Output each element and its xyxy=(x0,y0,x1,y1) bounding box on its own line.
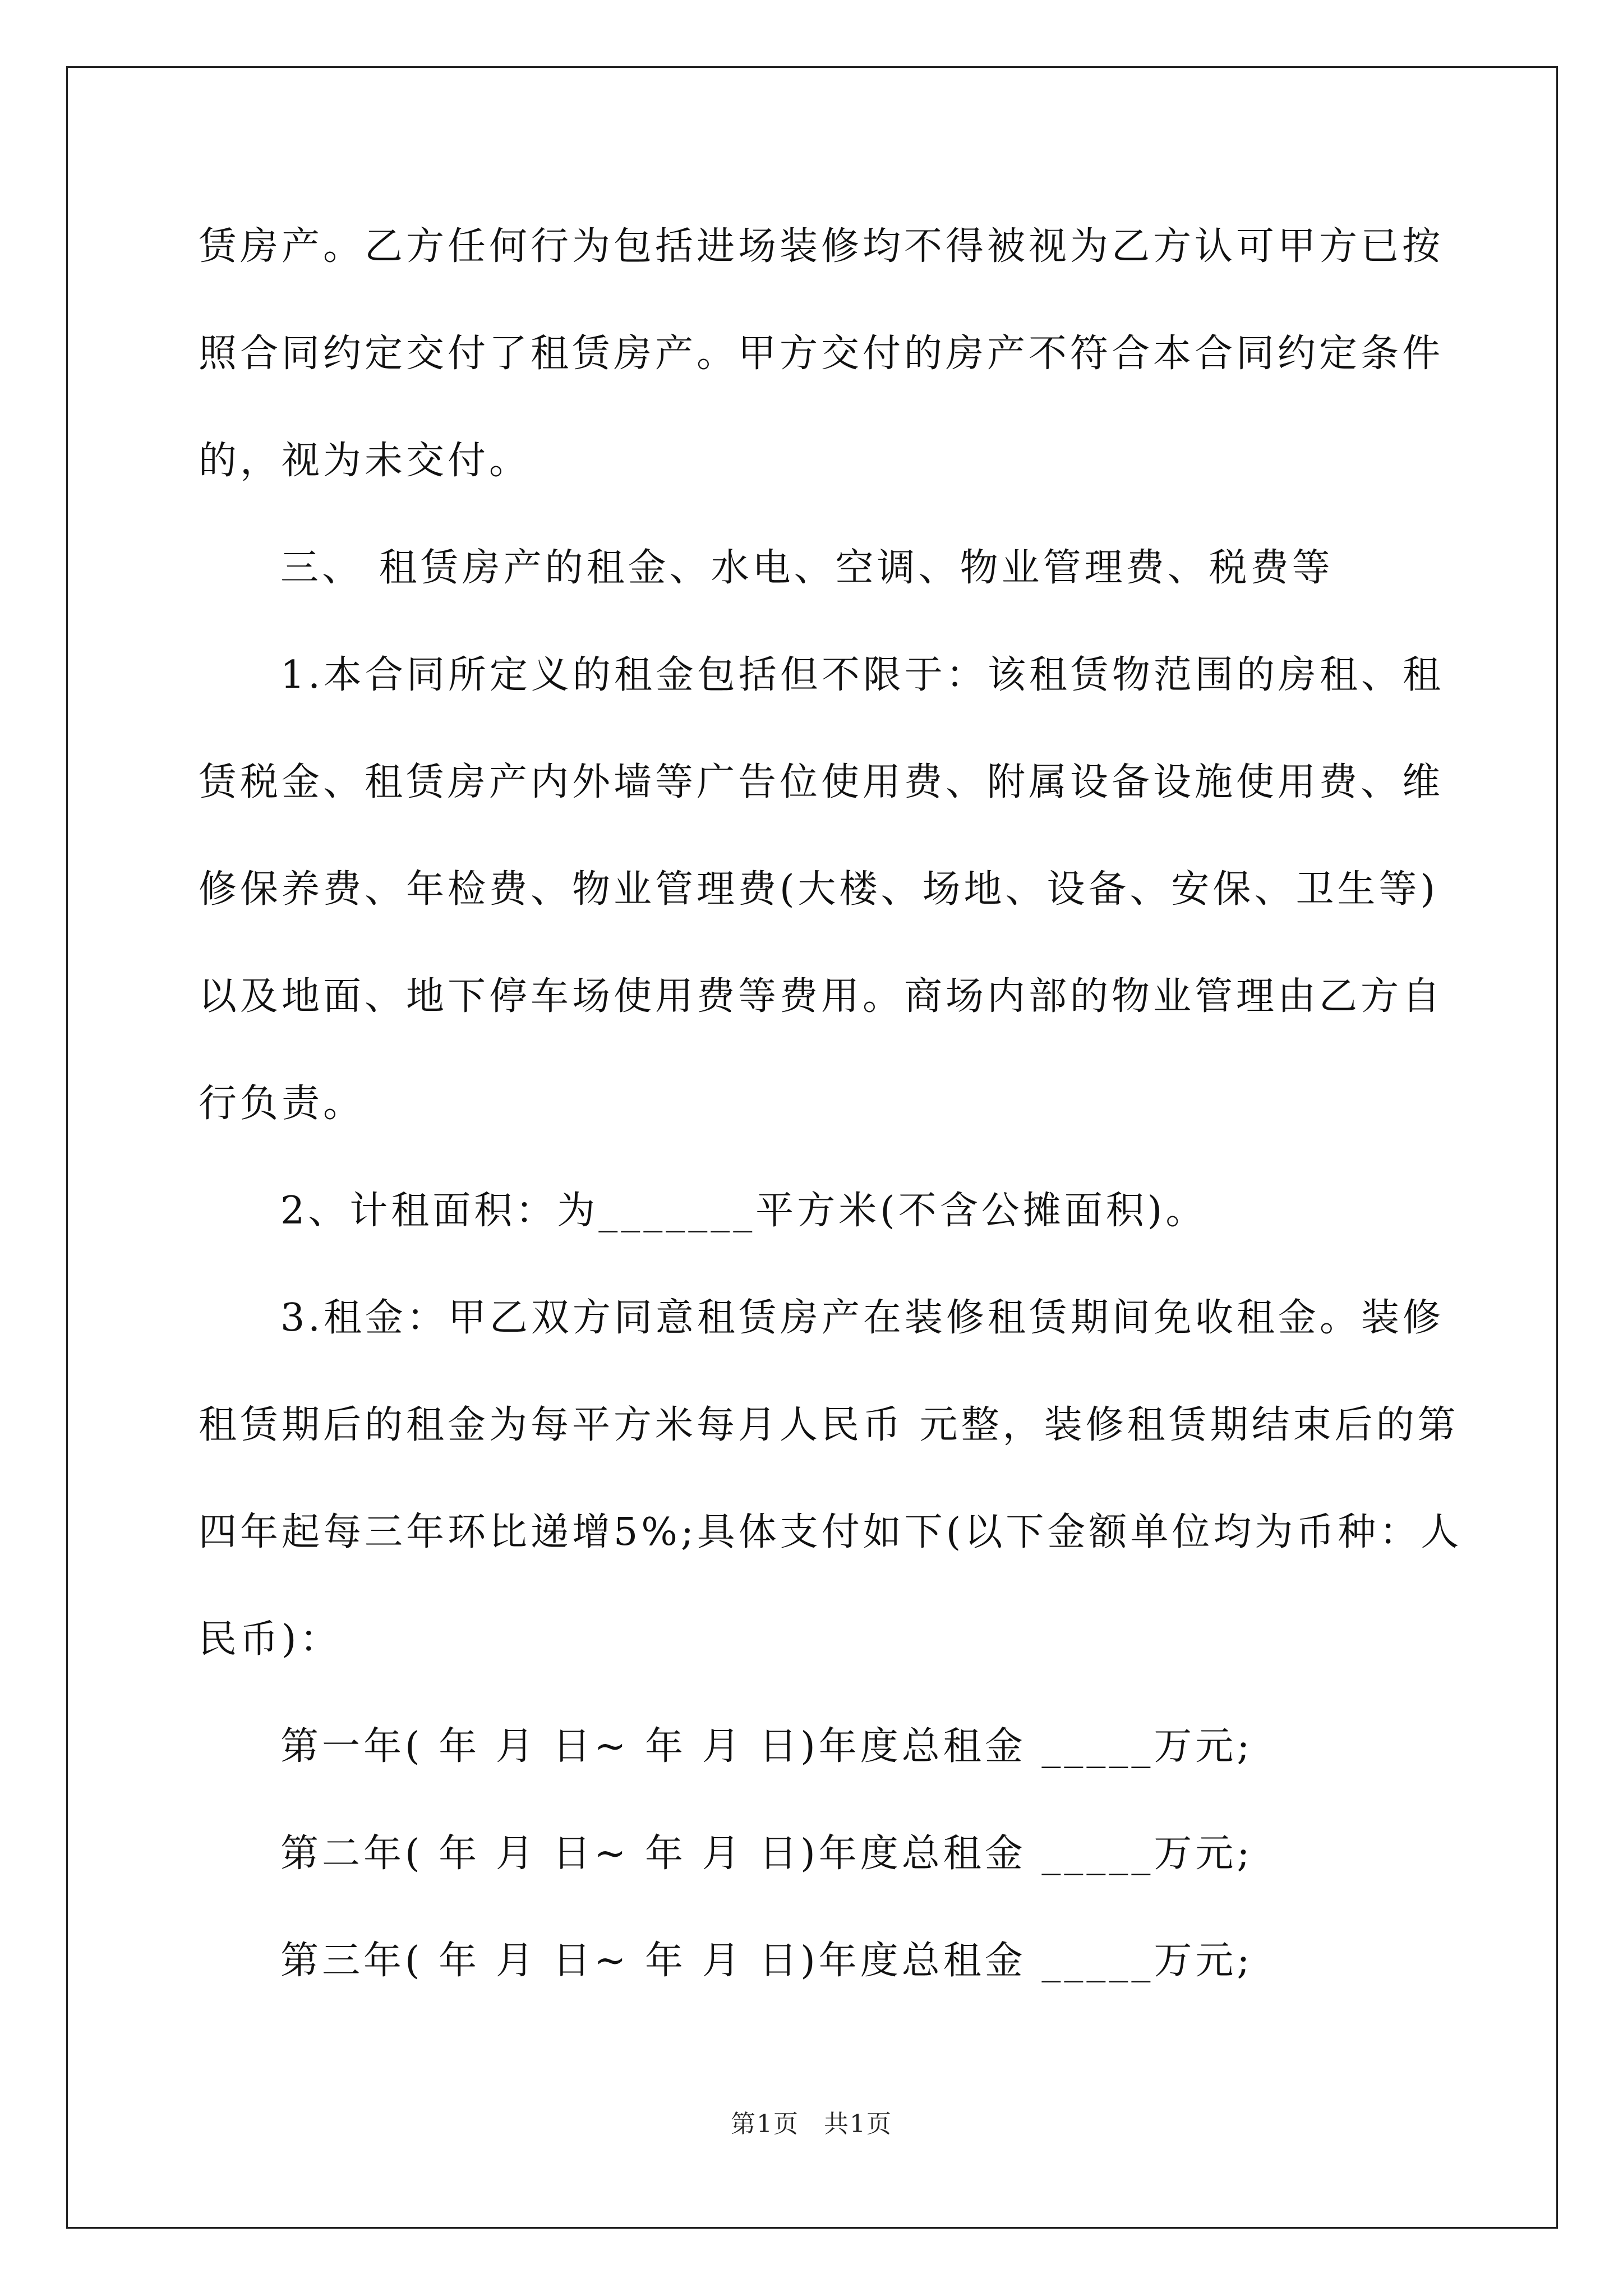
clause-2: 2、计租面积：为_______平方米(不含公摊面积)。 xyxy=(280,1189,1207,1233)
clause-3-line-4: 民币)： xyxy=(199,1617,342,1662)
section-heading-3: 三、 租赁房产的租金、水电、空调、物业管理费、税费等 xyxy=(280,546,1334,590)
text-line-2: 照合同约定交付了租赁房产。甲方交付的房产不符合本合同约定条件 xyxy=(199,332,1444,376)
clause-1-line-3: 修保养费、年检费、物业管理费(大楼、场地、设备、安保、卫生等) xyxy=(199,867,1439,912)
clause-1-line-2: 赁税金、租赁房产内外墙等广告位使用费、附属设备设施使用费、维 xyxy=(199,760,1444,804)
page-number: 第1页 xyxy=(731,2110,799,2138)
rent-year-3: 第三年( 年 月 日~ 年 月 日)年度总租金 _____万元; xyxy=(280,1939,1253,1983)
clause-1-line-4: 以及地面、地下停车场使用费等费用。商场内部的物业管理由乙方自 xyxy=(199,974,1444,1019)
clause-3-line-1: 3.租金：甲乙双方同意租赁房产在装修租赁期间免收租金。装修 xyxy=(280,1296,1444,1340)
clause-1-line-5: 行负责。 xyxy=(199,1082,365,1126)
document-body xyxy=(199,213,1463,2035)
clause-1-line-1: 1.本合同所定义的租金包括但不限于：该租赁物范围的房租、租 xyxy=(280,653,1444,697)
page-total: 共1页 xyxy=(824,2110,892,2138)
text-line-3: 的，视为未交付。 xyxy=(199,439,531,483)
text-line-1: 赁房产。乙方任何行为包括进场装修均不得被视为乙方认可甲方已按 xyxy=(199,224,1444,269)
clause-3-line-2: 租赁期后的租金为每平方米每月人民币 元整，装修租赁期结束后的第 xyxy=(199,1403,1459,1447)
clause-3-line-3: 四年起每三年环比递增5%;具体支付如下(以下金额单位均为币种：人 xyxy=(199,1510,1463,1554)
rent-year-2: 第二年( 年 月 日~ 年 月 日)年度总租金 _____万元; xyxy=(280,1832,1253,1876)
page-footer xyxy=(0,2104,1623,2139)
rent-year-1: 第一年( 年 月 日~ 年 月 日)年度总租金 _____万元; xyxy=(280,1724,1253,1769)
